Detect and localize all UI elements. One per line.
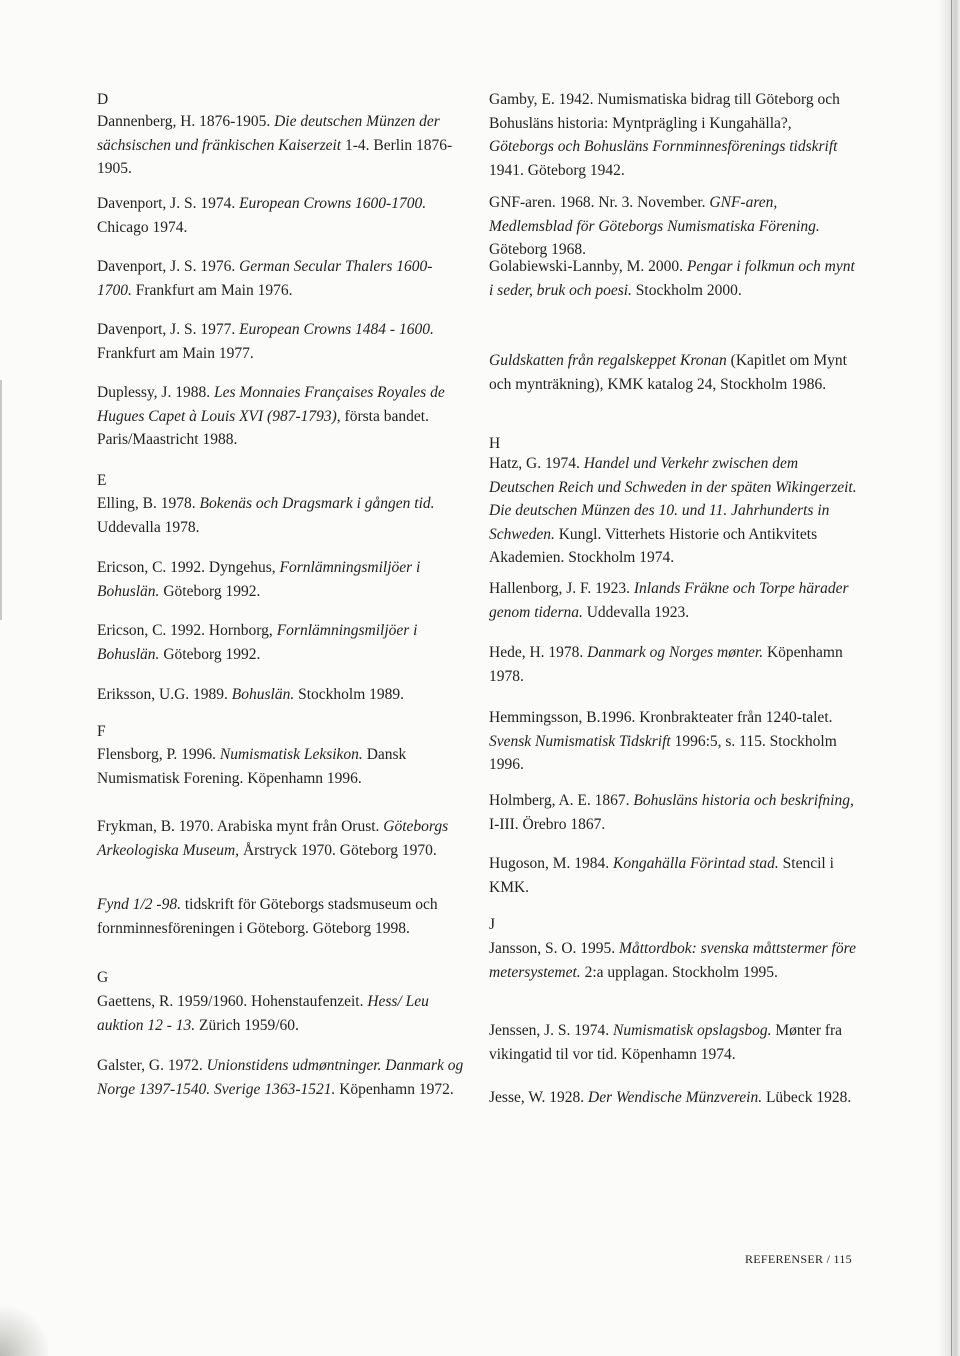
reference-text: Kungl. Vitterhets Historie och Antikvitets Akademien. Stockholm 1974. [489, 525, 818, 566]
reference-title: European Crowns 1600-1700. [239, 195, 427, 212]
reference-text: Frykman, B. 1970. Arabiska mynt från Orust. [97, 818, 384, 835]
reference-text: Göteborg 1968. [489, 241, 587, 258]
reference-title: Danmark og Norges mønter. [587, 644, 764, 661]
reference-text: Elling, B. 1978. [97, 495, 200, 512]
reference-entry [489, 937, 859, 984]
reference-entry [97, 318, 467, 365]
reference-text: Chicago 1974. [97, 218, 188, 236]
reference-text: Hemmingsson, B.1996. Kronbrakteater från 1240-talet. [489, 709, 833, 726]
reference-text: Davenport, J. S. 1974. [97, 195, 240, 212]
reference-text: Uddevalla 1978. [97, 518, 200, 536]
reference-text: Golabiewski-Lannby, M. 2000. [489, 258, 687, 275]
reference-text: Stockholm 2000. [631, 281, 742, 299]
reference-title: Der Wendische Münzverein. [588, 1089, 763, 1106]
reference-entry [97, 255, 467, 302]
reference-title: Numismatisk opslagsbog. [613, 1022, 772, 1039]
section-letter: F [97, 723, 106, 740]
reference-text: Ericson, C. 1992. Hornborg, [97, 622, 277, 639]
reference-text: första bandet. Paris/Maastricht 1988. [97, 407, 429, 448]
reference-title: Göteborgs och Bohusläns Fornminnesförenings tidskrift [489, 138, 838, 155]
reference-text: Jenssen, J. S. 1974. [489, 1022, 614, 1039]
reference-title: Måttordbok: svenska måttstermer före metersystemet. [489, 940, 856, 981]
section-letter: H [489, 435, 501, 452]
reference-entry [97, 556, 467, 603]
reference-text: Holmberg, A. E. 1867. [489, 792, 634, 809]
reference-title: Kongahälla Förintad stad. [613, 855, 779, 872]
reference-entry [489, 1086, 859, 1110]
reference-text: Uddevalla 1923. [582, 603, 690, 621]
reference-text: Köpenhamn 1972. [335, 1080, 454, 1098]
reference-title: Unionstidens udmøntninger. Danmark og Norge 1397-1540. Sverige 1363-1521. [97, 1057, 464, 1098]
reference-entry [489, 852, 859, 899]
reference-text: Frankfurt am Main 1977. [97, 344, 254, 362]
reference-text: Stockholm 1989. [294, 686, 404, 703]
reference-entry [97, 893, 467, 940]
scan-edge-right [938, 0, 960, 1356]
reference-entry [97, 990, 467, 1037]
reference-title: Svensk Numismatisk Tidskrift [489, 732, 671, 750]
reference-entry [489, 641, 859, 688]
reference-title: Bohuslän. [231, 686, 295, 703]
reference-text: Zürich 1959/60. [195, 1016, 299, 1034]
reference-text: Hede, H. 1978. [489, 644, 588, 661]
reference-text: Göteborg 1992. [159, 582, 261, 600]
reference-text: Gaettens, R. 1959/1960. Hohenstaufenzeit. [97, 993, 368, 1010]
reference-entry [489, 255, 859, 302]
section-letter: E [97, 472, 107, 489]
reference-text: Dansk Numismatisk Forening. Köpenhamn 1996. [97, 746, 407, 787]
reference-title: Göteborgs Arkeologiska Museum, [97, 818, 449, 859]
scan-edge-line [951, 0, 952, 1356]
reference-title: Die deutschen Münzen der sächsischen und fränkischen Kaiserzeit [97, 113, 440, 154]
reference-text: Hatz, G. 1974. [489, 455, 584, 472]
reference-text: Flensborg, P. 1996. [97, 746, 220, 763]
scan-corner-mark [0, 1300, 48, 1356]
reference-title: Les Monnaies Françaises Royales de Hugues Capet à Louis XVI (987-1793), [97, 384, 445, 425]
reference-entry [97, 619, 467, 666]
reference-entry [97, 815, 467, 862]
reference-entry [97, 683, 467, 707]
reference-title: German Secular Thalers 1600-1700. [97, 258, 433, 299]
reference-text: Hugoson, M. 1984. [489, 855, 614, 872]
reference-text: Eriksson, U.G. 1989. [97, 686, 232, 703]
reference-title: Bokenäs och Dragsmark i gången tid. [199, 495, 435, 512]
section-letter: G [97, 969, 109, 986]
reference-text: 1-4. Berlin 1876-1905. [97, 136, 453, 177]
reference-title: GNF-aren, Medlemsblad för Göteborgs Numismatiska Förening. [489, 194, 820, 235]
reference-text: Galster, G. 1972. [97, 1057, 207, 1074]
reference-title: Guldskatten från regalskeppet Kronan [489, 352, 727, 369]
reference-text: Stencil i KMK. [489, 855, 834, 896]
reference-text: 1941. Göteborg 1942. [489, 161, 625, 179]
reference-entry [489, 789, 859, 836]
reference-text: GNF-aren. 1968. Nr. 3. November. [489, 194, 710, 211]
reference-text: 2:a upplagan. Stockholm 1995. [580, 963, 778, 981]
reference-title: Numismatisk Leksikon. [219, 746, 363, 763]
reference-entry [489, 349, 859, 396]
reference-text: tidskrift för Göteborgs stadsmuseum och fornminnesföreningen i Göteborg. Göteborg 1998. [97, 896, 438, 937]
reference-entry [97, 1054, 467, 1101]
reference-title: Bohusläns historia och beskrifning, [633, 792, 854, 809]
reference-title: Fornlämningsmiljöer i Bohuslän. [97, 559, 421, 600]
reference-entry [489, 452, 859, 570]
reference-text: Lübeck 1928. [762, 1089, 852, 1106]
reference-text: Jesse, W. 1928. [489, 1089, 589, 1106]
page-footer: REFERENSER / 115 [744, 1252, 852, 1266]
reference-title: Fornlämningsmiljöer i Bohuslän. [97, 622, 418, 663]
reference-text: Frankfurt am Main 1976. [131, 281, 293, 299]
reference-text: Ericson, C. 1992. Dyngehus, [97, 559, 280, 576]
reference-entry [489, 88, 859, 182]
reference-text: Davenport, J. S. 1977. [97, 321, 240, 338]
reference-text: Gamby, E. 1942. Numismatiska bidrag till Göteborg och Bohusläns historia: Myntprägling i Kungahälla?, [489, 91, 840, 132]
reference-text: Dannenberg, H. 1876-1905. [97, 113, 275, 130]
reference-title: Handel und Verkehr zwischen dem Deutschen Reich und Schweden in der späten Wikingerzeit. Die deutschen Münzen des 10. und 11. Jahrhunderts in Schweden. [489, 455, 857, 543]
reference-text: Hallenborg, J. F. 1923. [489, 580, 634, 597]
reference-entry [489, 706, 859, 777]
reference-entry [489, 1019, 859, 1066]
reference-text: Jansson, S. O. 1995. [489, 940, 620, 957]
reference-text: Årstryck 1970. Göteborg 1970. [239, 841, 437, 859]
reference-entry [97, 110, 467, 181]
reference-text: I-III. Örebro 1867. [489, 815, 606, 833]
reference-text: Köpenhamn 1978. [489, 644, 843, 685]
reference-title: Hess/ Leu auktion 12 - 13. [97, 993, 429, 1034]
scan-edge-left [0, 380, 2, 620]
reference-title: Fynd 1/2 -98. [97, 896, 181, 913]
section-letter: J [489, 916, 496, 933]
reference-title: European Crowns 1484 - 1600. [239, 321, 434, 338]
reference-entry [489, 577, 859, 624]
reference-entry [97, 743, 467, 790]
reference-entry [489, 191, 859, 262]
reference-text: (Kapitlet om Mynt och mynträkning), KMK katalog 24, Stockholm 1986. [489, 352, 847, 393]
reference-text: Davenport, J. S. 1976. [97, 258, 240, 275]
reference-text: Göteborg 1992. [159, 645, 261, 663]
section-letter: D [97, 91, 109, 108]
reference-entry [97, 381, 467, 452]
reference-title: Pengar i folkmun och mynt i seder, bruk och poesi. [489, 258, 855, 299]
reference-title: Inlands Fräkne och Torpe härader genom tiderna. [489, 580, 849, 621]
reference-text: 1996:5, s. 115. Stockholm 1996. [489, 732, 837, 773]
reference-text: Duplessy, J. 1988. [97, 384, 214, 401]
reference-text: Mønter fra vikingatid til vor tid. Köpenhamn 1974. [489, 1022, 843, 1063]
reference-entry [97, 492, 467, 539]
reference-entry [97, 192, 467, 239]
